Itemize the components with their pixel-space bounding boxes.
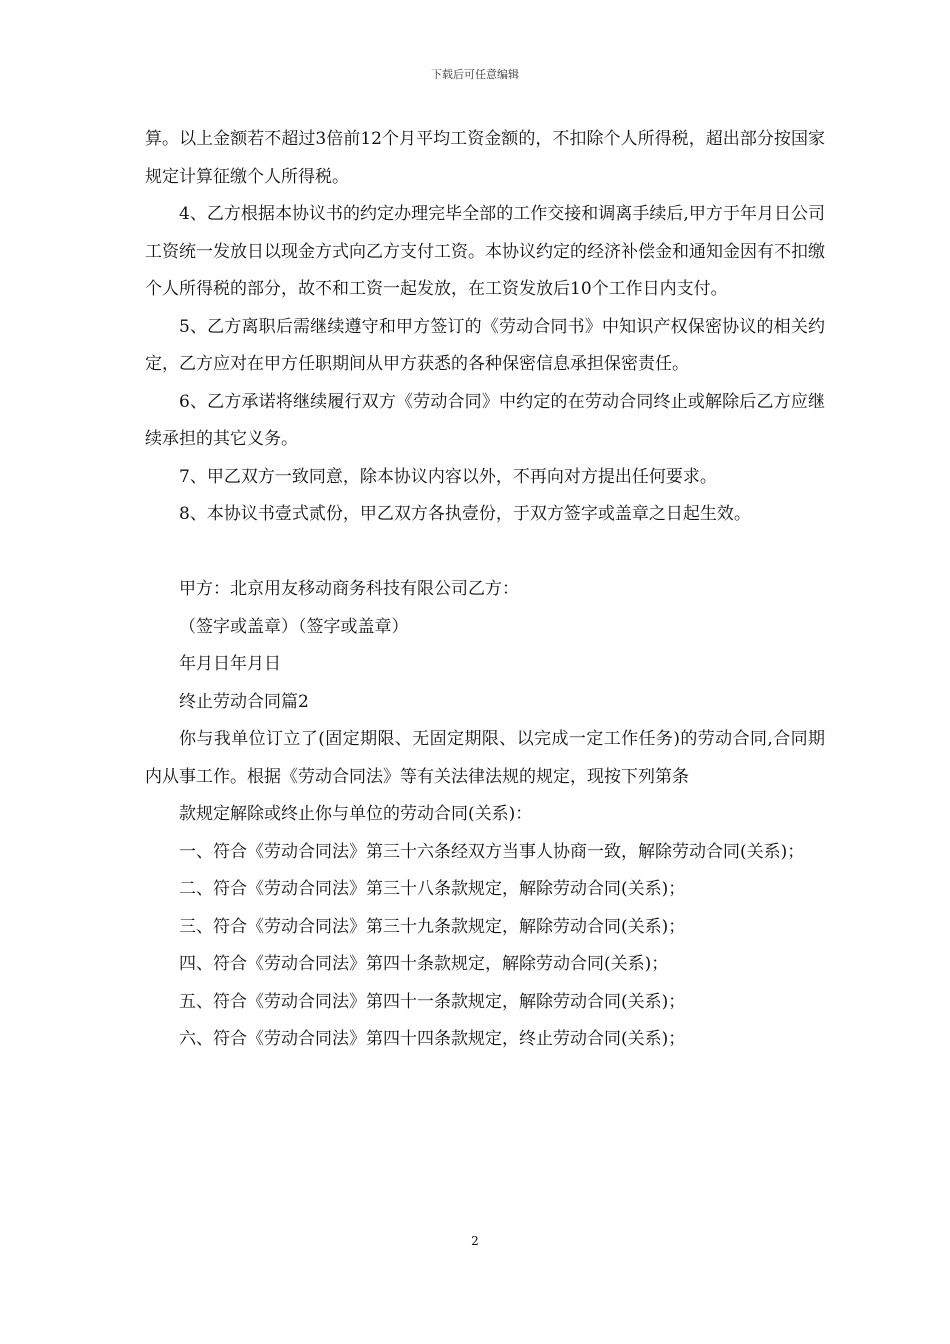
section-title: 终止劳动合同篇2 [179, 691, 309, 712]
list-item: 六、符合《劳动合同法》第四十四条款规定，终止劳动合同(关系)； [179, 1029, 686, 1049]
list-item: 三、符合《劳动合同法》第三十九条款规定，解除劳动合同(关系)； [179, 916, 686, 937]
list-item: 五、符合《劳动合同法》第四十一条款规定，解除劳动合同(关系)； [179, 991, 686, 1012]
paragraph-clause-6: 6、乙方承诺将继续履行双方《劳动合同》中约定的在劳动合同终止或解除后乙方应继续承担的其它义务。 [145, 391, 825, 449]
list-item: 二、符合《劳动合同法》第三十八条款规定，解除劳动合同(关系)； [179, 879, 686, 899]
paragraph-clause-8: 8、本协议书壹式贰份，甲乙双方各执壹份，于双方签字或盖章之日起生效。 [179, 504, 751, 524]
signature-parties: 甲方：北京用友移动商务科技有限公司乙方： [179, 579, 519, 599]
section-intro: 你与我单位订立了(固定期限、无固定期限、以完成一定工作任务)的劳动合同,合同期内从事工作。根据《劳动合同法》等有关法律法规的规定，现按下列第条 [145, 729, 825, 787]
signature-sign-line: （签字或盖章）（签字或盖章） [179, 616, 409, 637]
signature-date-line: 年月日年月日 [179, 654, 281, 674]
paragraph-continuation: 算。以上金额若不超过3倍前12个月平均工资金额的，不扣除个人所得税，超出部分按国家规定计算征缴个人所得税。 [145, 129, 825, 187]
list-item: 四、符合《劳动合同法》第四十条款规定，解除劳动合同(关系)； [179, 954, 669, 974]
page-header: 下载后可任意编辑 [431, 68, 519, 81]
blank-line [145, 534, 825, 572]
list-item: 一、符合《劳动合同法》第三十六条经双方当事人协商一致，解除劳动合同(关系)； [179, 841, 805, 862]
section-intro-continued: 款规定解除或终止你与单位的劳动合同(关系)： [179, 804, 533, 824]
paragraph-clause-7: 7、甲乙双方一致同意，除本协议内容以外，不再向对方提出任何要求。 [179, 466, 717, 487]
paragraph-clause-4: 4、乙方根据本协议书的约定办理完毕全部的工作交接和调离手续后,甲方于年月日公司工资统一发放日以现金方式向乙方支付工资。本协议约定的经济补偿金和通知金因有不扣缴个人所得税的部分，故不和工资一起发放，在工资发放后10个工作日内支付。 [145, 204, 825, 299]
paragraph-clause-5: 5、乙方离职后需继续遵守和甲方签订的《劳动合同书》中知识产权保密协议的相关约定，乙方应对在甲方任职期间从甲方获悉的各种保密信息承担保密责任。 [145, 316, 825, 374]
page-number: 2 [471, 1234, 479, 1248]
document-body [145, 121, 825, 1059]
